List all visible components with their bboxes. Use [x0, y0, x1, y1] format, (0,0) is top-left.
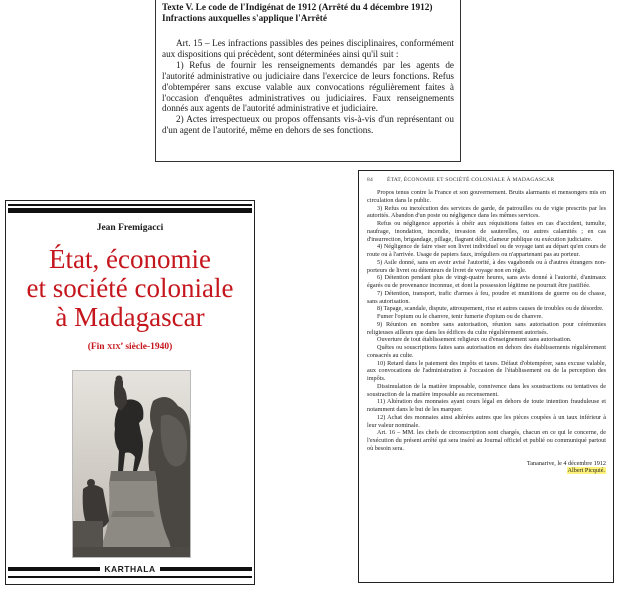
page-paragraph: 10) Retard dans le paiement des impôts et taxes. Défaut d'obtempérer, sans excuse valable, aux convocations de l'administration à l'occasion de l'établissement ou de la perception des impôts.: [367, 359, 606, 382]
cover-title-line: État, économie: [49, 244, 211, 274]
excerpt-title: [162, 3, 454, 25]
signatory-name: Albert Picquié.: [567, 467, 605, 475]
subtitle-sup: e: [120, 342, 123, 347]
page-paragraph: 12) Achat des monnaies ainsi altérées autres que les pièces coupées à un taux inférieur à leur valeur nominale.: [367, 413, 606, 429]
cover-top-rule: [8, 204, 252, 206]
publisher-bar-right: [160, 567, 252, 571]
page-paragraph: Dissimulation de la matière imposable, connivence dans les soustractions ou tentatives de soustraction de la matière imposable au recensement.: [367, 382, 606, 398]
page-paragraph: 7) Détention, transport, trafic d'armes à feu, poudre et munitions de guerre ou de chasse, sans autorisation.: [367, 289, 606, 305]
page-paragraph: Propos tenus contre la France et son gouvernement. Bruits alarmants et mensongers mis en circulation dans le public.: [367, 189, 606, 204]
signature-block: [367, 460, 606, 476]
running-head: [367, 177, 606, 183]
document-page: [358, 170, 614, 583]
excerpt-box: [155, 0, 461, 162]
page-paragraph: 3) Refus ou inexécution des services de garde, de patrouilles ou de vigie prescrits par les autorités. Abandon d'un poste ou négligence dans les mêmes services.: [367, 204, 606, 220]
cover-top-bar: [8, 208, 252, 213]
excerpt-title-line-1: Texte V. Le code de l'Indigénat de 1912 (Arrêté du 4 décembre 1912): [162, 3, 433, 13]
cover-title: [6, 245, 254, 332]
excerpt-paragraph: 1) Refus de fournir les renseignements demandés par les agents de l'autorité administrative ou judiciaire dans l'exercice de leurs fonctions. Refus d'obtempérer sans excuse valable aux convocations régulièrement faites à l'occasion d'enquêtes administratives ou judiciaires. Faux renseignements donnés aux agents de l'autorité administrative et judiciaire.: [162, 59, 454, 114]
page-paragraph: Fumer l'opium ou le chanvre, tenir fumerie d'opium ou de chanvre.: [377, 313, 543, 320]
page-paragraph: 9) Réunion en nombre sans autorisation, réunion sans autorisation pour cérémonies religieuses ailleurs que dans les édifices du culte régulièrement autorisés.: [367, 320, 606, 336]
cover-subtitle: [6, 342, 254, 352]
book-cover: [5, 200, 255, 585]
page-paragraph: Quêtes ou souscriptions faites sans autorisation en dehors des établissements régulièrement consacrés au culte.: [367, 344, 606, 359]
page-paragraph: 4) Négligence de faire viser son livret individuel ou de voyage tant au départ qu'en cours de route ou à l'arrivée. Usage de papiers faux, irréguliers ou n'appartenant pas au porteur.: [367, 243, 606, 258]
page-paragraph: 6) Détention pendant plus de vingt-quatre heures, sans avis donné à l'autorité, d'animaux égarés ou de provenance inconnue, et dont la possession légitime ne pourrait être justifiée.: [367, 274, 606, 289]
cover-title-line: à Madagascar: [55, 302, 205, 332]
cover-author: Jean Fremigacci: [96, 223, 164, 233]
running-head-title: ÉTAT, ÉCONOMIE ET SOCIÉTÉ COLONIALE À MADAGASCAR: [387, 177, 555, 183]
equestrian-statue-image: [73, 371, 190, 557]
page-paragraph: 8) Tapage, scandale, dispute, attroupement, rixe et autres causes de troubles ou de désordre.: [377, 305, 604, 313]
page-paragraph: 5) Asile donné, sans en avoir avisé l'autorité, à des vagabonds ou à d'autres étrangers non-porteurs de livret ou détenteurs de livret de voyage non en règle.: [367, 258, 606, 274]
cover-title-line: et société coloniale: [26, 273, 234, 303]
page-paragraph: Ouverture de tout établissement religieux ou d'enseignement sans autorisation.: [377, 336, 572, 344]
page-number: 84: [367, 177, 373, 183]
page-paragraph: Refus ou négligence apportés à obéir aux réquisitions faites en cas d'accident, tumulte, naufrage, inondation, incendie, invasion de sauterelles, ou autres calamités ; en cas d'insurrection, brigandage, pillage, flagrant délit, clameur publique ou exécution judiciaire.: [367, 220, 606, 243]
statue-photo: [72, 370, 191, 558]
place-date: Tananarive, le 4 décembre 1912: [526, 459, 606, 467]
subtitle-century: XIX: [106, 342, 121, 352]
publisher-bar: [8, 565, 252, 574]
page-paragraph: 11) Altération des monnaies ayant cours légal en dehors de toute intention frauduleuse et notamment dans le but de les marquer.: [367, 398, 606, 413]
subtitle-post: siècle-1940): [122, 342, 173, 353]
page-paragraph: Art. 16 – MM. les chefs de circonscription sont chargés, chacun en ce qui le concerne, de l'exécution du présent arrêté qui sera inséré au Journal officiel et publié ou communiqué partout où besoin sera.: [367, 429, 606, 452]
page-text: [367, 189, 606, 453]
subtitle-pre: (Fin: [87, 342, 107, 353]
cover-bottom-rule: [8, 576, 252, 578]
excerpt-body: [162, 38, 454, 136]
excerpt-paragraph: Art. 15 – Les infractions passibles des peines disciplinaires, conformément aux dispositions qui précèdent, sont déterminées ainsi qu'il suit :: [162, 38, 454, 59]
excerpt-title-line-2: Infractions auxquelles s'applique l'Arrêté: [162, 14, 328, 24]
publisher-name: KARTHALA: [104, 564, 156, 574]
excerpt-paragraph: 2) Actes irrespectueux ou propos offensants vis-à-vis d'un représentant ou d'un agent de l'autorité, même en dehors de ses fonctions.: [162, 114, 454, 136]
